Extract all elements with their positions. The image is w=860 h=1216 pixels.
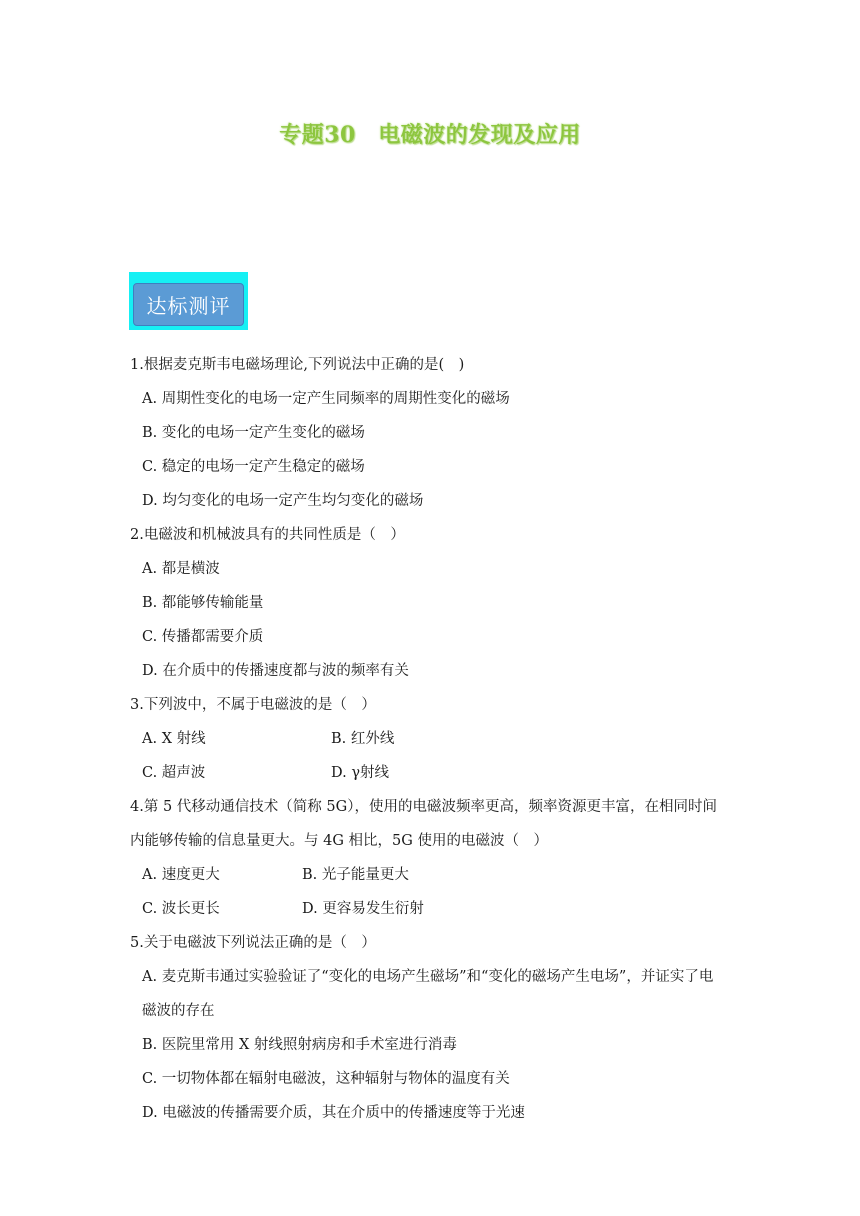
option-d: D. 更容易发生衍射: [302, 901, 424, 917]
question-stem: 5.关于电磁波下列说法正确的是（ ）: [130, 935, 376, 951]
question-3: [130, 688, 740, 790]
option-d: D. 均匀变化的电场一定产生均匀变化的磁场: [142, 493, 424, 509]
option-a-line-1: A. 麦克斯韦通过实验验证了“变化的电场产生磁场”和“变化的磁场产生电场”，并证实了电: [142, 969, 714, 985]
option-c: C. 波长更长: [142, 901, 220, 917]
question-5: [130, 926, 740, 1130]
option-d: D. 在介质中的传播速度都与波的频率有关: [142, 663, 409, 679]
page-title: 专题30 电磁波的发现及应用: [279, 122, 581, 148]
question-list: [130, 348, 740, 1130]
question-stem: 2.电磁波和机械波具有的共同性质是（ ）: [130, 527, 405, 543]
option-a: A. 周期性变化的电场一定产生同频率的周期性变化的磁场: [142, 391, 510, 407]
option-row: [130, 722, 740, 756]
option-d: D. γ射线: [331, 765, 389, 781]
section-badge: [129, 272, 248, 330]
option-a-line-2: 磁波的存在: [142, 1003, 215, 1019]
option-b: B. 光子能量更大: [302, 867, 409, 883]
option-a: A. X 射线: [142, 731, 206, 747]
option-b: B. 医院里常用 X 射线照射病房和手术室进行消毒: [142, 1037, 457, 1053]
option-c: C. 一切物体都在辐射电磁波，这种辐射与物体的温度有关: [142, 1071, 510, 1087]
option-a: A. 都是横波: [142, 561, 220, 577]
section-badge-label: 达标测评: [133, 283, 244, 326]
option-b: B. 变化的电场一定产生变化的磁场: [142, 425, 365, 441]
option-row: [130, 858, 740, 892]
question-stem: 3.下列波中，不属于电磁波的是（ ）: [130, 697, 376, 713]
option-d: D. 电磁波的传播需要介质，其在介质中的传播速度等于光速: [142, 1105, 525, 1121]
option-b: B. 红外线: [331, 731, 395, 747]
question-stem-line-1: 4.第 5 代移动通信技术（简称 5G），使用的电磁波频率更高，频率资源更丰富，在相同时间: [130, 799, 717, 815]
question-stem: 1.根据麦克斯韦电磁场理论,下列说法中正确的是( ): [130, 357, 465, 373]
question-2: [130, 518, 740, 688]
option-a: A. 速度更大: [142, 867, 220, 883]
question-1: [130, 348, 740, 518]
option-c: C. 超声波: [142, 765, 206, 781]
option-row: [130, 892, 740, 926]
question-stem-line-2: 内能够传输的信息量更大。与 4G 相比，5G 使用的电磁波（ ）: [130, 833, 548, 849]
question-4: [130, 790, 740, 926]
option-c: C. 传播都需要介质: [142, 629, 264, 645]
option-row: [130, 756, 740, 790]
option-b: B. 都能够传输能量: [142, 595, 264, 611]
option-c: C. 稳定的电场一定产生稳定的磁场: [142, 459, 365, 475]
